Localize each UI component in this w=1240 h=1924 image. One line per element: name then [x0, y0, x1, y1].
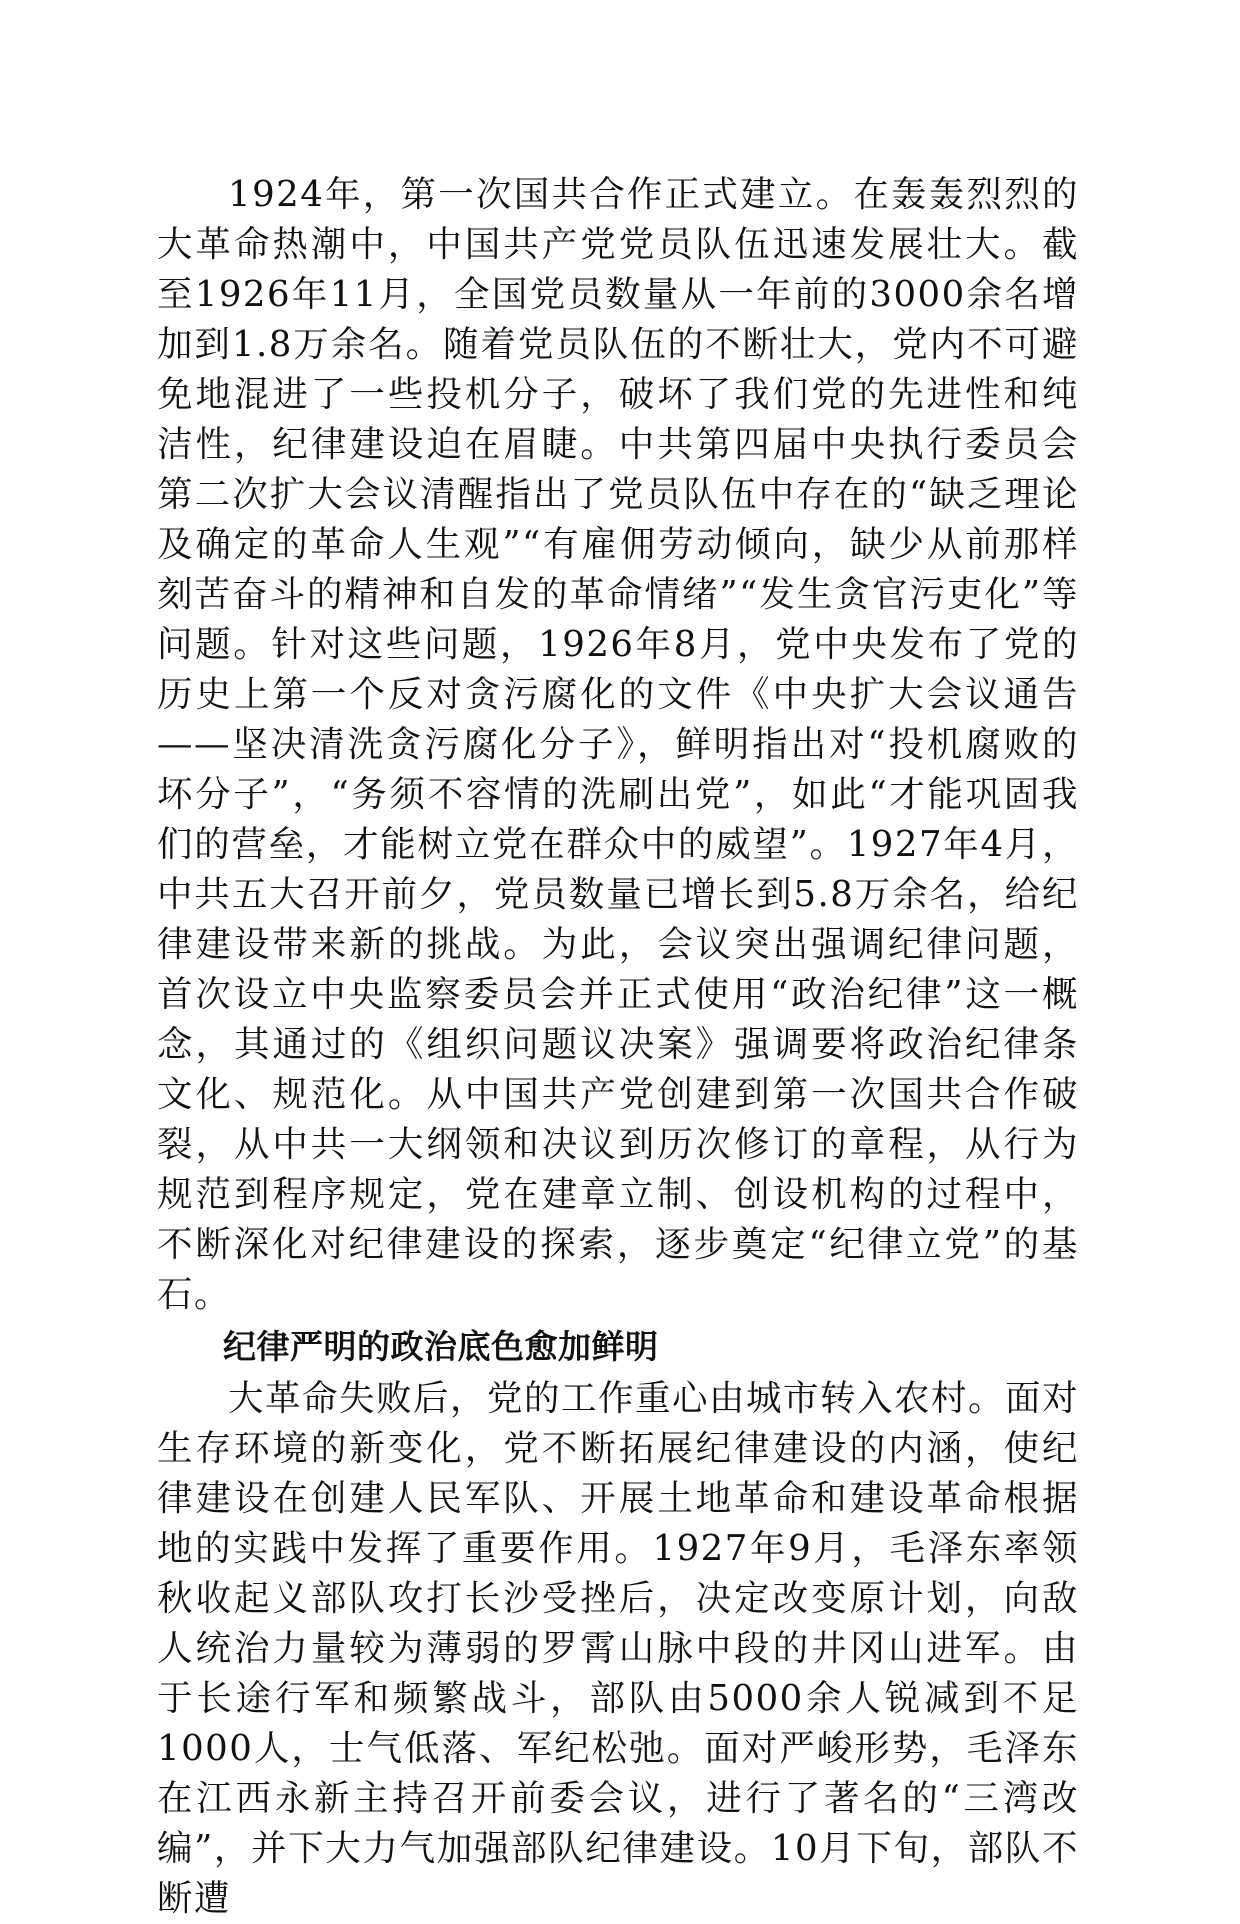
- section-heading: 纪律严明的政治底色愈加鲜明: [223, 1327, 659, 1366]
- article-body: [157, 170, 1079, 1924]
- body-paragraph: 1924年，第一次国共合作正式建立。在轰轰烈烈的大革命热潮中，中国共产党党员队伍迅速发展壮大。截至1926年11月，全国党员数量从一年前的3000余名增加到1.8万余名。随着党员队伍的不断壮大，党内不可避免地混进了一些投机分子，破坏了我们党的先进性和纯洁性，纪律建设迫在眉睫。中共第四届中央执行委员会第二次扩大会议清醒指出了党员队伍中存在的“缺乏理论及确定的革命人生观”“有雇佣劳动倾向，缺少从前那样刻苦奋斗的精神和自发的革命情绪”“发生贪官污吏化”等问题。针对这些问题，1926年8月，党中央发布了党的历史上第一个反对贪污腐化的文件《中央扩大会议通告——坚决清洗贪污腐化分子》，鲜明指出对“投机腐败的坏分子”，“务须不容情的洗刷出党”，如此“才能巩固我们的营垒，才能树立党在群众中的威望”。1927年4月，中共五大召开前夕，党员数量已增长到5.8万余名，给纪律建设带来新的挑战。为此，会议突出强调纪律问题，首次设立中央监察委员会并正式使用“政治纪律”这一概念，其通过的《组织问题议决案》强调要将政治纪律条文化、规范化。从中国共产党创建到第一次国共合作破裂，从中共一大纲领和决议到历次修订的章程，从行为规范到程序规定，党在建章立制、创设机构的过程中，不断深化对纪律建设的探索，逐步奠定“纪律立党”的基石。: [157, 174, 1079, 1315]
- body-paragraph: 大革命失败后，党的工作重心由城市转入农村。面对生存环境的新变化，党不断拓展纪律建设的内涵，使纪律建设在创建人民军队、开展土地革命和建设革命根据地的实践中发挥了重要作用。1927年9月，毛泽东率领秋收起义部队攻打长沙受挫后，决定改变原计划，向敌人统治力量较为薄弱的罗霄山脉中段的井冈山进军。由于长途行军和频繁战斗，部队由5000余人锐减到不足1000人，士气低落、军纪松弛。面对严峻形势，毛泽东在江西永新主持召开前委会议，进行了著名的“三湾改编”，并下大力气加强部队纪律建设。10月下旬，部队不断遭: [157, 1378, 1080, 1919]
